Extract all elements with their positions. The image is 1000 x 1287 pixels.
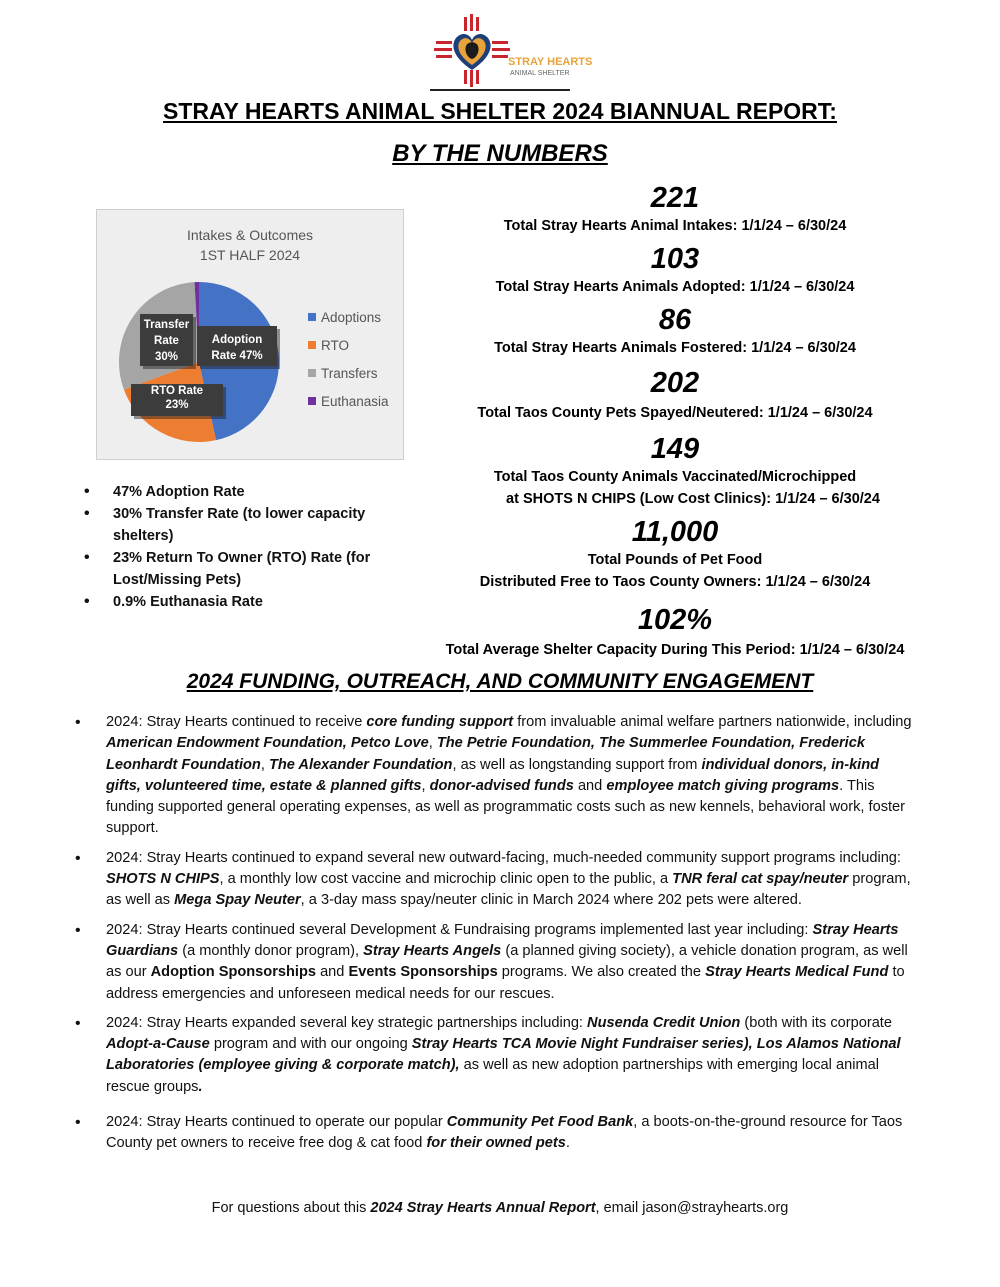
emphasis-text: The Alexander Foundation [268, 756, 453, 773]
emphasis-text: core funding support [366, 714, 514, 730]
stat-pet-food [440, 515, 910, 593]
body-text: programs. We also created the [497, 964, 706, 981]
chart-subtitle: 1ST HALF 2024 [199, 247, 301, 263]
body-text: . This funding supported general operating expenses, as well as programmatic costs such as new kennels, behavioral work, foster support. [106, 777, 906, 837]
heart-dog-icon [453, 34, 490, 70]
footer-report-name: 2024 Stray Hearts Annual Report [370, 1200, 596, 1216]
stat-number: 102% [637, 604, 713, 636]
emphasis-text: Stray Hearts Angels [363, 942, 502, 959]
body-text: from invaluable animal welfare partners nationwide, including [513, 714, 912, 730]
emphasis-text: . [198, 1078, 203, 1095]
list-item: • 47% Adoption Rate [84, 481, 384, 503]
emphasis-text: Adopt-a-Cause [106, 1036, 210, 1053]
stat-label: Total Stray Hearts Animals Adopted: 1/1/24 – 6/30/24 [495, 279, 855, 295]
stat-label: Total Average Shelter Capacity During This Period: 1/1/24 – 6/30/24 [445, 642, 905, 658]
emphasis-text: Stray Hearts TCA Movie Night Fundraiser series), Los Alamos National Laboratories (employee giving & corporate match), [106, 1036, 901, 1074]
body-text: 2024: Stray Hearts continued to receive [106, 714, 367, 730]
stat-label-line2: at SHOTS N CHIPS (Low Cost Clinics): 1/1/24 – 6/30/24 [506, 491, 880, 507]
emphasis-text: American Endowment Foundation, Petco Love [106, 735, 429, 752]
funding-heading: 2024 FUNDING, OUTREACH, AND COMMUNITY ENGAGEMENT [186, 670, 814, 693]
emphasis-text: Adoption Sponsorships [150, 964, 317, 981]
stat-label: Total Taos County Pets Spayed/Neutered: 1/1/24 – 6/30/24 [477, 405, 873, 421]
emphasis-text: Events Sponsorships [348, 964, 498, 981]
adoption-data-label-text: Rate 47% [211, 350, 263, 362]
emphasis-text: individual donors, in-kind gifts, volunteered time, estate & planned gifts [106, 756, 880, 794]
logo-text-secondary: ANIMAL SHELTER [510, 70, 570, 77]
legend-swatch-transfers [308, 369, 316, 377]
emphasis-text: Community Pet Food Bank [446, 1114, 634, 1131]
emphasis-text: donor-advised funds [429, 777, 574, 794]
by-the-numbers-heading: BY THE NUMBERS [392, 140, 608, 167]
stat-label: Total Taos County Animals Vaccinated/Microchipped [493, 469, 857, 485]
stat-adopted [440, 242, 910, 298]
stat-capacity [440, 603, 910, 661]
body-text: program and with our ongoing [209, 1036, 412, 1053]
emphasis-text: TNR feral cat spay/neuter [672, 871, 849, 888]
body-text: 2024: Stray Hearts expanded several key strategic partnerships including: [106, 1014, 588, 1031]
body-text: (both with its corporate [740, 1014, 892, 1031]
funding-item [72, 920, 912, 1005]
body-text: (a monthly donor program), [178, 942, 364, 959]
legend-label-rto: RTO [321, 338, 350, 353]
transfer-data-label-text: Transfer [143, 319, 190, 331]
footer-contact [0, 1200, 1000, 1216]
rto-data-label-text: RTO Rate [150, 385, 204, 397]
stat-label: Total Stray Hearts Animal Intakes: 1/1/24 – 6/30/24 [503, 218, 847, 234]
chart-title: Intakes & Outcomes [186, 227, 314, 243]
stray-hearts-logo [432, 12, 593, 92]
stat-vaccinated [440, 432, 910, 510]
footer-email: , email jason@strayhearts.org [595, 1200, 789, 1216]
rto-data-label-text: 23% [165, 399, 189, 411]
stat-number: 221 [650, 182, 700, 214]
legend-label-euthanasia: Euthanasia [321, 394, 389, 409]
body-text: (a planned giving society), a vehicle donation program, as well as our [106, 942, 908, 981]
stat-number: 103 [650, 243, 700, 275]
body-text: . [565, 1135, 570, 1152]
body-text: and [573, 777, 607, 794]
body-text: 2024: Stray Hearts continued to expand several new outward-facing, much-needed community support programs including: [106, 849, 901, 866]
stat-spayed-neutered [440, 366, 910, 424]
intakes-outcomes-chart [96, 209, 404, 460]
funding-list [72, 712, 912, 1155]
list-item: • 0.9% Euthanasia Rate [84, 591, 384, 613]
body-text: , [421, 777, 430, 794]
body-text: to address emergencies and unforeseen medical needs for our rescues. [106, 964, 905, 1002]
body-text: , a 3-day mass spay/neuter clinic in March 2024 where 202 pets were altered. [300, 892, 802, 909]
legend-label-adoptions: Adoptions [321, 310, 382, 325]
footer-prefix: For questions about this [211, 1200, 371, 1216]
stat-number: 11,000 [631, 516, 719, 548]
logo-divider [430, 89, 570, 91]
stat-label-line2: Distributed Free to Taos County Owners: 1/1/24 – 6/30/24 [479, 574, 871, 590]
stat-number: 202 [650, 367, 700, 399]
body-text: , a boots-on-the-ground resource for Taos County pet owners to receive free dog & cat food [106, 1114, 903, 1152]
emphasis-text: Mega Spay Neuter [174, 892, 301, 909]
emphasis-text: employee match giving programs [606, 777, 840, 794]
list-item: • 23% Return To Owner (RTO) Rate (for Lost/Missing Pets) [84, 547, 384, 591]
stat-number: 149 [650, 433, 700, 465]
emphasis-text: Stray Hearts Medical Fund [705, 964, 889, 981]
report-title: STRAY HEARTS ANIMAL SHELTER 2024 BIANNUAL REPORT: [163, 98, 837, 124]
legend-swatch-euthanasia [308, 397, 316, 405]
body-text: , [428, 735, 437, 752]
legend-swatch-rto [308, 341, 316, 349]
body-text: , as well as longstanding support from [452, 756, 702, 773]
transfer-data-label-text: 30% [154, 351, 179, 363]
body-text: as well as new adoption partnerships with emerging local animal rescue groups [106, 1057, 879, 1095]
funding-item [72, 848, 912, 912]
transfer-data-label-text: Rate [154, 335, 179, 347]
rates-list [84, 481, 384, 613]
legend-label-transfers: Transfers [321, 366, 378, 381]
emphasis-text: Stray Hearts Guardians [106, 921, 899, 959]
funding-item [72, 712, 912, 840]
funding-item [72, 1013, 912, 1098]
list-item: • 30% Transfer Rate (to lower capacity shelters) [84, 503, 384, 547]
stat-label: Total Stray Hearts Animals Fostered: 1/1/24 – 6/30/24 [494, 340, 856, 356]
body-text: and [316, 964, 349, 981]
body-text: , a monthly low cost vaccine and microchip clinic open to the public, a [219, 871, 673, 888]
funding-item [72, 1112, 912, 1155]
body-text: , [260, 756, 269, 773]
legend-swatch-adoptions [308, 313, 316, 321]
emphasis-text: Nusenda Credit Union [587, 1014, 741, 1031]
stat-fostered [440, 303, 910, 359]
adoption-data-label-text: Adoption [211, 334, 263, 346]
stat-label: Total Pounds of Pet Food [587, 552, 763, 568]
pie-chart-svg [97, 210, 403, 459]
logo-text-primary: STRAY HEARTS [508, 56, 593, 68]
body-text: 2024: Stray Hearts continued to operate our popular [106, 1114, 447, 1131]
body-text: 2024: Stray Hearts continued several Development & Fundraising programs implemented last year including: [106, 921, 813, 938]
body-text: program, as well as [106, 871, 911, 909]
emphasis-text: The Petrie Foundation, The Summerlee Foundation, Frederick Leonhardt Foundation [106, 735, 865, 773]
stat-intakes [440, 181, 910, 237]
stat-number: 86 [658, 304, 692, 336]
emphasis-text: SHOTS N CHIPS [106, 871, 220, 888]
emphasis-text: for their owned pets [426, 1135, 566, 1152]
